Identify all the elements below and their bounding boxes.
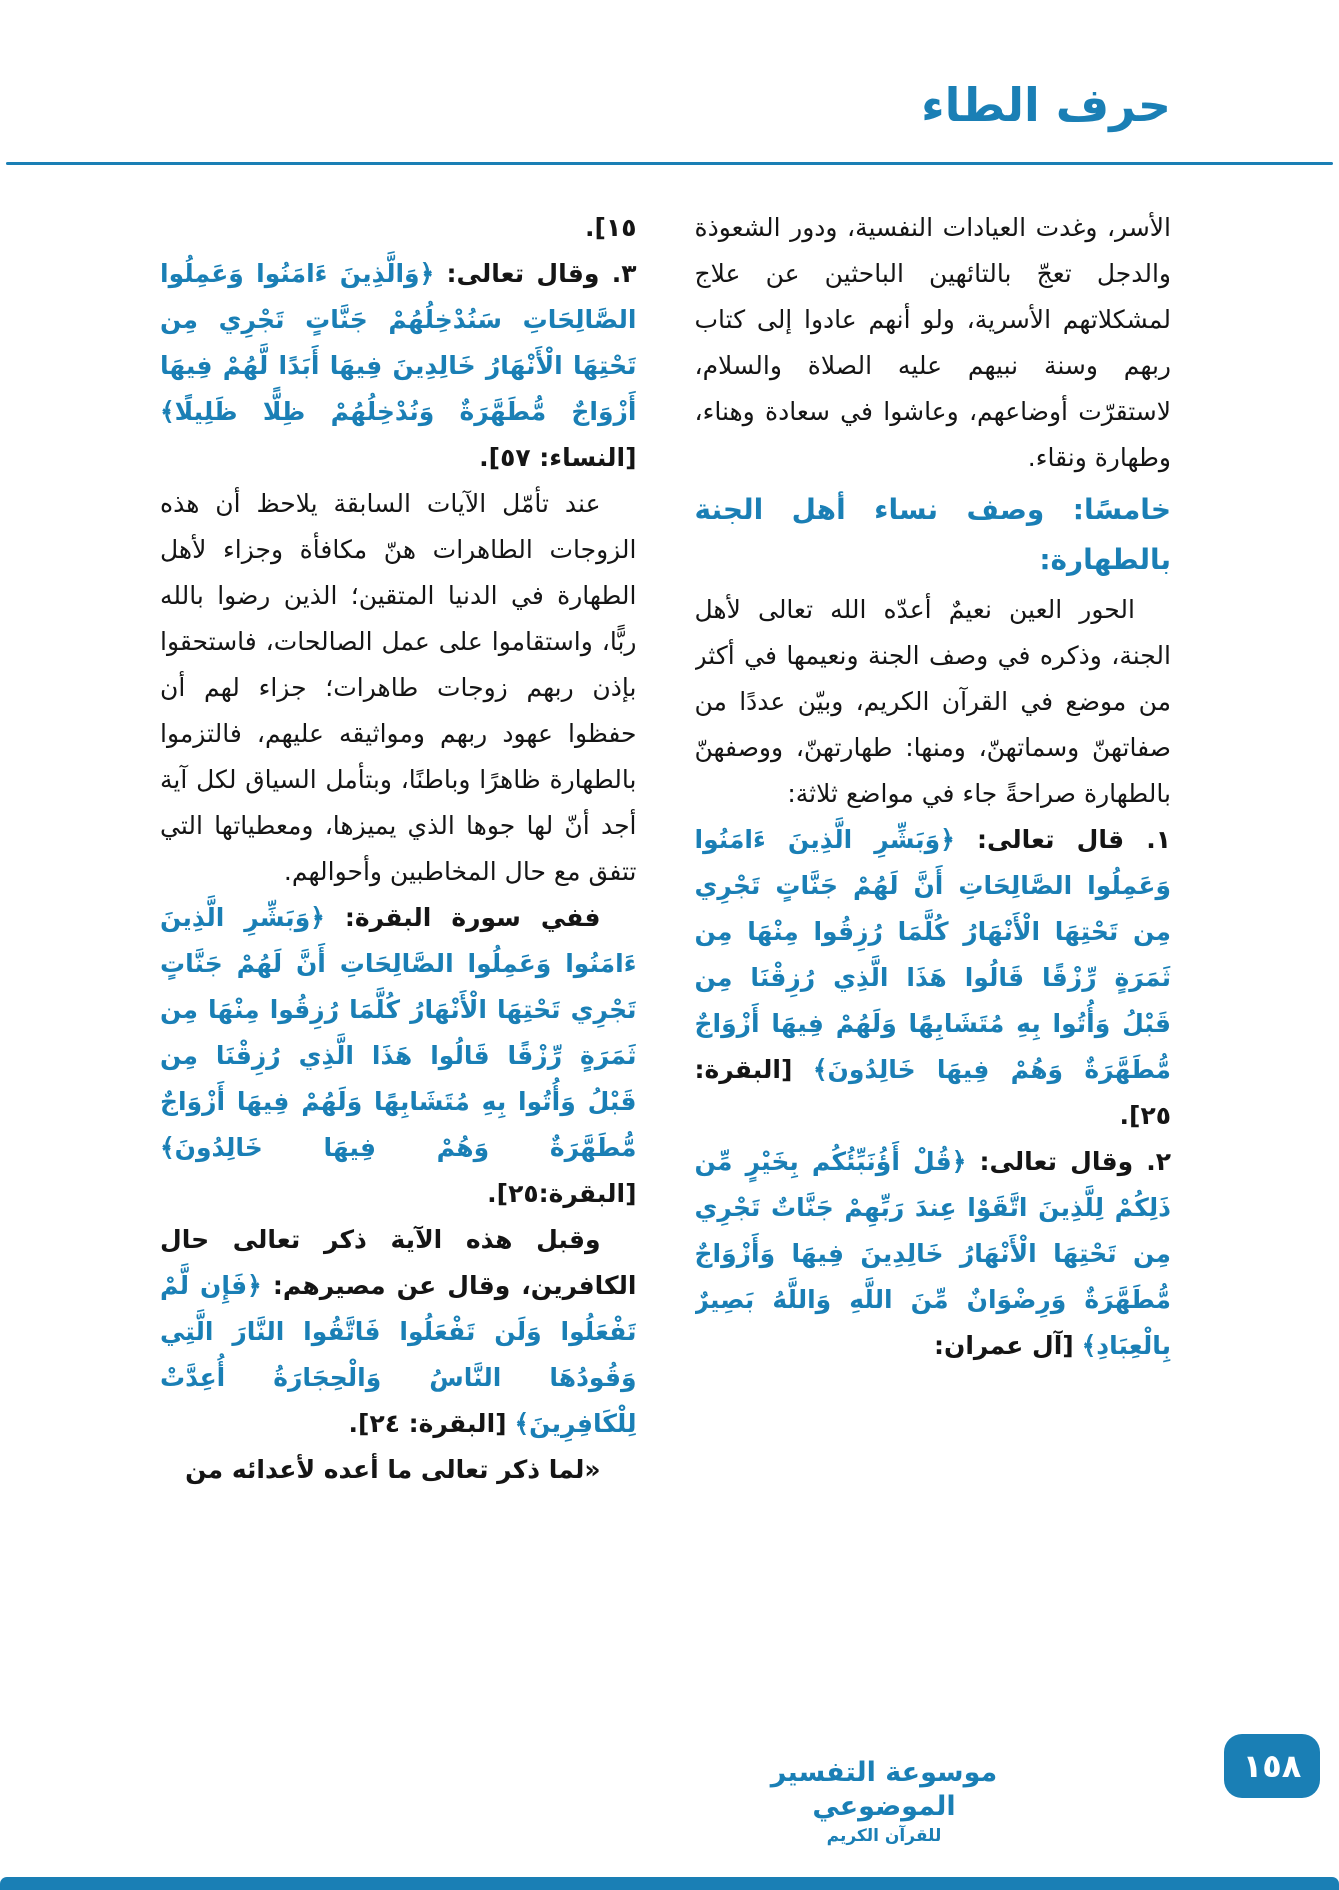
baqara-quote-citation: [البقرة:٢٥]. xyxy=(487,1179,637,1208)
verse-item-2 xyxy=(695,1139,1172,1369)
paragraph-continuation: الأسر، وغدت العيادات النفسية، ودور الشعوذة والدجل تعجّ بالتائهين الباحثين عن علاج لمشكلاتهم الأسرية، ولو أنهم عادوا إلى كتاب ربهم وسنة نبيهم عليه الصلاة والسلام، لاستقرّت أوضاعهم، وعاشوا في سعادة وهناء، وطهارة ونقاء. xyxy=(694,213,1171,472)
verse-item-3 xyxy=(160,251,637,481)
verse-3-number-lead: ٣. وقال تعالى: xyxy=(434,259,637,288)
verse-2-citation: [آل عمران: xyxy=(934,1331,1074,1360)
verse-2-quran-text: ﴿قُلْ أَؤُنَبِّئُكُم بِخَيْرٍ مِّن ذَلِكُمْ لِلَّذِينَ اتَّقَوْا عِندَ رَبِّهِمْ جَنَّاتٌ تَجْرِي مِن تَحْتِهَا الْأَنْهَارُ خَالِدِينَ فِيهَا وَأَزْوَاجٌ مُّطَهَّرَةٌ وَرِضْوَانٌ مِّنَ اللَّهِ وَاللَّهُ بَصِيرٌ بِالْعِبَادِ﴾ xyxy=(694,1147,1171,1360)
paragraph-kafir-quote xyxy=(160,1217,637,1447)
column-right xyxy=(695,205,1172,1710)
kafir-quote-quran: ﴿فَإِن لَّمْ تَفْعَلُوا وَلَن تَفْعَلُوا فَاتَّقُوا النَّارَ الَّتِي وَقُودُهَا النَّاسُ وَالْحِجَارَةُ أُعِدَّتْ لِلْكَافِرِينَ﴾ xyxy=(160,1271,637,1438)
verse-3-quran-text: ﴿وَالَّذِينَ ءَامَنُوا وَعَمِلُوا الصَّالِحَاتِ سَنُدْخِلُهُمْ جَنَّاتٍ تَجْرِي مِن تَحْتِهَا الْأَنْهَارُ خَالِدِينَ فِيهَا أَبَدًا لَّهُمْ فِيهَا أَزْوَاجٌ مُّطَهَّرَةٌ وَنُدْخِلُهُمْ ظِلًّا ظَلِيلًا﴾ xyxy=(160,259,637,426)
baqara-quote-lead: ففي سورة البقرة: xyxy=(324,903,601,932)
section-heading: خامسًا: وصف نساء أهل الجنة بالطهارة: xyxy=(694,493,1171,576)
chapter-title: حرف الطاء xyxy=(921,78,1171,132)
verse-2-number-lead: ٢. وقال تعالى: xyxy=(966,1147,1171,1176)
verse-3-citation: [النساء: ٥٧]. xyxy=(479,443,637,472)
verse-1-number-lead: ١. قال تعالى: xyxy=(954,825,1171,854)
paragraph-reflection: عند تأمّل الآيات السابقة يلاحظ أن هذه الزوجات الطاهرات هنّ مكافأة وجزاء لأهل الطهارة في الدنيا المتقين؛ الذين رضوا بالله ربًّا، واستقاموا على عمل الصالحات، فاستحقوا بإذن ربهم زوجات طاهرات؛ جزاء لهم أن حفظوا عهود ربهم ومواثيقه عليهم، فالتزموا بالطهارة ظاهرًا وباطنًا، وبتأمل السياق لكل آية أجد أنّ لها جوها الذي يميزها، ومعطياتها التي تتفق مع حال المخاطبين وأحوالهم. xyxy=(160,489,637,886)
page-number-badge xyxy=(1224,1734,1320,1798)
verse-item-1 xyxy=(695,817,1172,1139)
page-number: ١٥٨ xyxy=(1242,1747,1302,1785)
paragraph-closing: «لما ذكر تعالى ما أعده لأعدائه من xyxy=(185,1455,601,1484)
verse-1-citation: [البقرة: ٢٥]. xyxy=(694,1055,1171,1130)
text-columns xyxy=(160,205,1171,1710)
baqara-quote-quran: ﴿وَبَشِّرِ الَّذِينَ ءَامَنُوا وَعَمِلُوا الصَّالِحَاتِ أَنَّ لَهُمْ جَنَّاتٍ تَجْرِي تَحْتِهَا الْأَنْهَارُ كُلَّمَا رُزِقُوا مِنْهَا مِن ثَمَرَةٍ رِّزْقًا قَالُوا هَذَا الَّذِي رُزِقْنَا مِن قَبْلُ وَأُتُوا بِهِ مُتَشَابِهًا وَلَهُمْ فِيهَا أَزْوَاجٌ مُّطَهَّرَةٌ وَهُمْ فِيهَا خَالِدُونَ﴾ xyxy=(160,903,637,1162)
publisher-logo-subtitle: للقرآن الكريم xyxy=(826,1826,942,1846)
header-divider-line xyxy=(6,162,1333,165)
publisher-logo xyxy=(759,1756,1009,1848)
kafir-quote-lead: وقبل هذه الآية ذكر تعالى حال الكافرين، وقال عن مصيرهم: xyxy=(160,1225,637,1300)
publisher-logo-title: موسوعة التفسير الموضوعي xyxy=(770,1757,998,1822)
footer-accent-bar xyxy=(0,1877,1339,1890)
citation-continuation: ١٥]. xyxy=(585,213,637,242)
column-left xyxy=(160,205,637,1710)
paragraph-baqara-quote xyxy=(160,895,637,1217)
verse-1-quran-text: ﴿وَبَشِّرِ الَّذِينَ ءَامَنُوا وَعَمِلُوا الصَّالِحَاتِ أَنَّ لَهُمْ جَنَّاتٍ تَجْرِي مِن تَحْتِهَا الْأَنْهَارُ كُلَّمَا رُزِقُوا مِنْهَا مِن ثَمَرَةٍ رِّزْقًا قَالُوا هَذَا الَّذِي رُزِقْنَا مِن قَبْلُ وَأُتُوا بِهِ مُتَشَابِهًا وَلَهُمْ فِيهَا أَزْوَاجٌ مُّطَهَّرَةٌ وَهُمْ فِيهَا خَالِدُونَ﴾ xyxy=(694,825,1171,1084)
paragraph-intro: الحور العين نعيمٌ أعدّه الله تعالى لأهل الجنة، وذكره في وصف الجنة ونعيمها في أكثر من موضع في القرآن الكريم، وبيّن عددًا من صفاتهنّ وسماتهنّ، ومنها: طهارتهنّ، ووصفهنّ بالطهارة صراحةً جاء في مواضع ثلاثة: xyxy=(694,595,1171,808)
kafir-quote-citation: [البقرة: ٢٤]. xyxy=(348,1409,507,1438)
